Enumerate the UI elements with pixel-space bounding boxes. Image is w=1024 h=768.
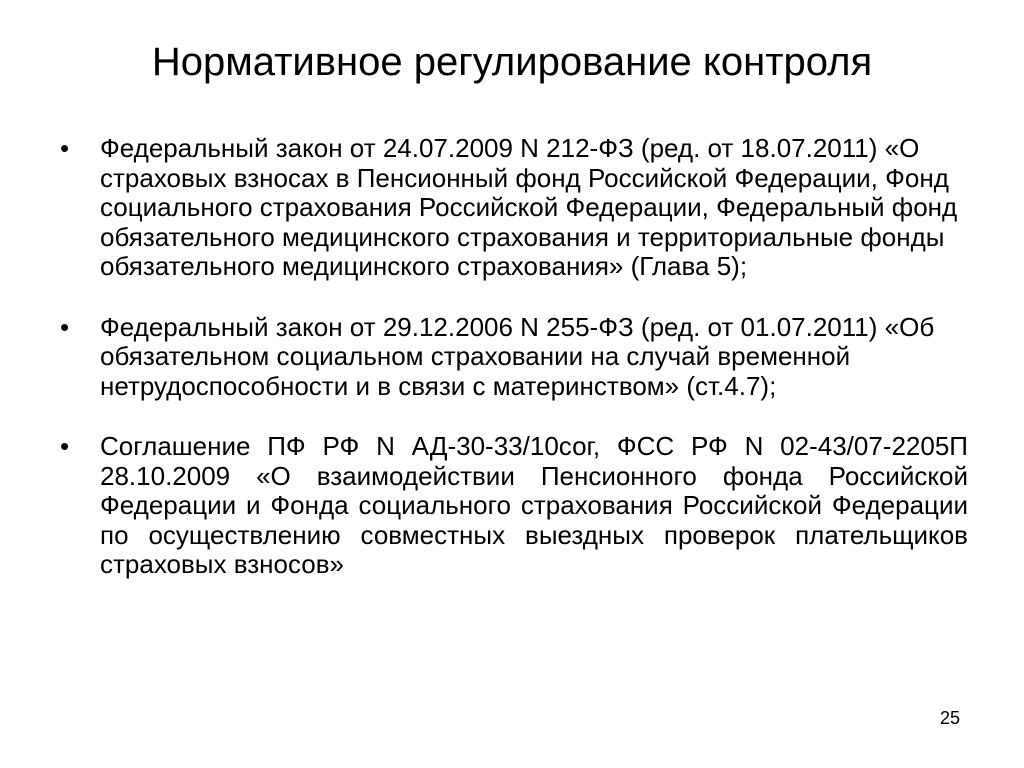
list-item (56, 432, 968, 580)
list-item-text: Федеральный закон от 24.07.2009 N 212-ФЗ (ред. от 18.07.2011) «О страховых взносах в Пенсионный фонд Российской Федерации, Фонд социального страхования Российской Федерации, Федеральный фонд обязательного медицинского страхования и территориальные фонды обязательного медицинского страхования» (Глава 5); (100, 133, 958, 281)
page-number: 25 (939, 708, 960, 728)
bullet-icon: • (60, 431, 70, 461)
list-item-text: Федеральный закон от 29.12.2006 N 255-ФЗ (ред. от 01.07.2011) «Об обязательном социальном страховании на случай временной нетрудоспособности и в связи с материнством» (ст.4.7); (100, 311, 935, 401)
list-item-text: Соглашение ПФ РФ N АД-30-33/10сог, ФСС РФ N 02-43/07-2205П 28.10.2009 «О взаимодействии Пенсионного фонда Российской Федерации и Фонда социального страхования Российской Федерации по осуществлению совместных выездных проверок плательщиков страховых взносов» (100, 431, 968, 579)
slide-title: Нормативное регулирование контроля (151, 40, 873, 84)
list-item (56, 134, 968, 282)
bullet-icon: • (60, 133, 70, 163)
bullet-list (56, 134, 968, 611)
bullet-icon: • (60, 311, 70, 342)
list-item (56, 313, 968, 402)
